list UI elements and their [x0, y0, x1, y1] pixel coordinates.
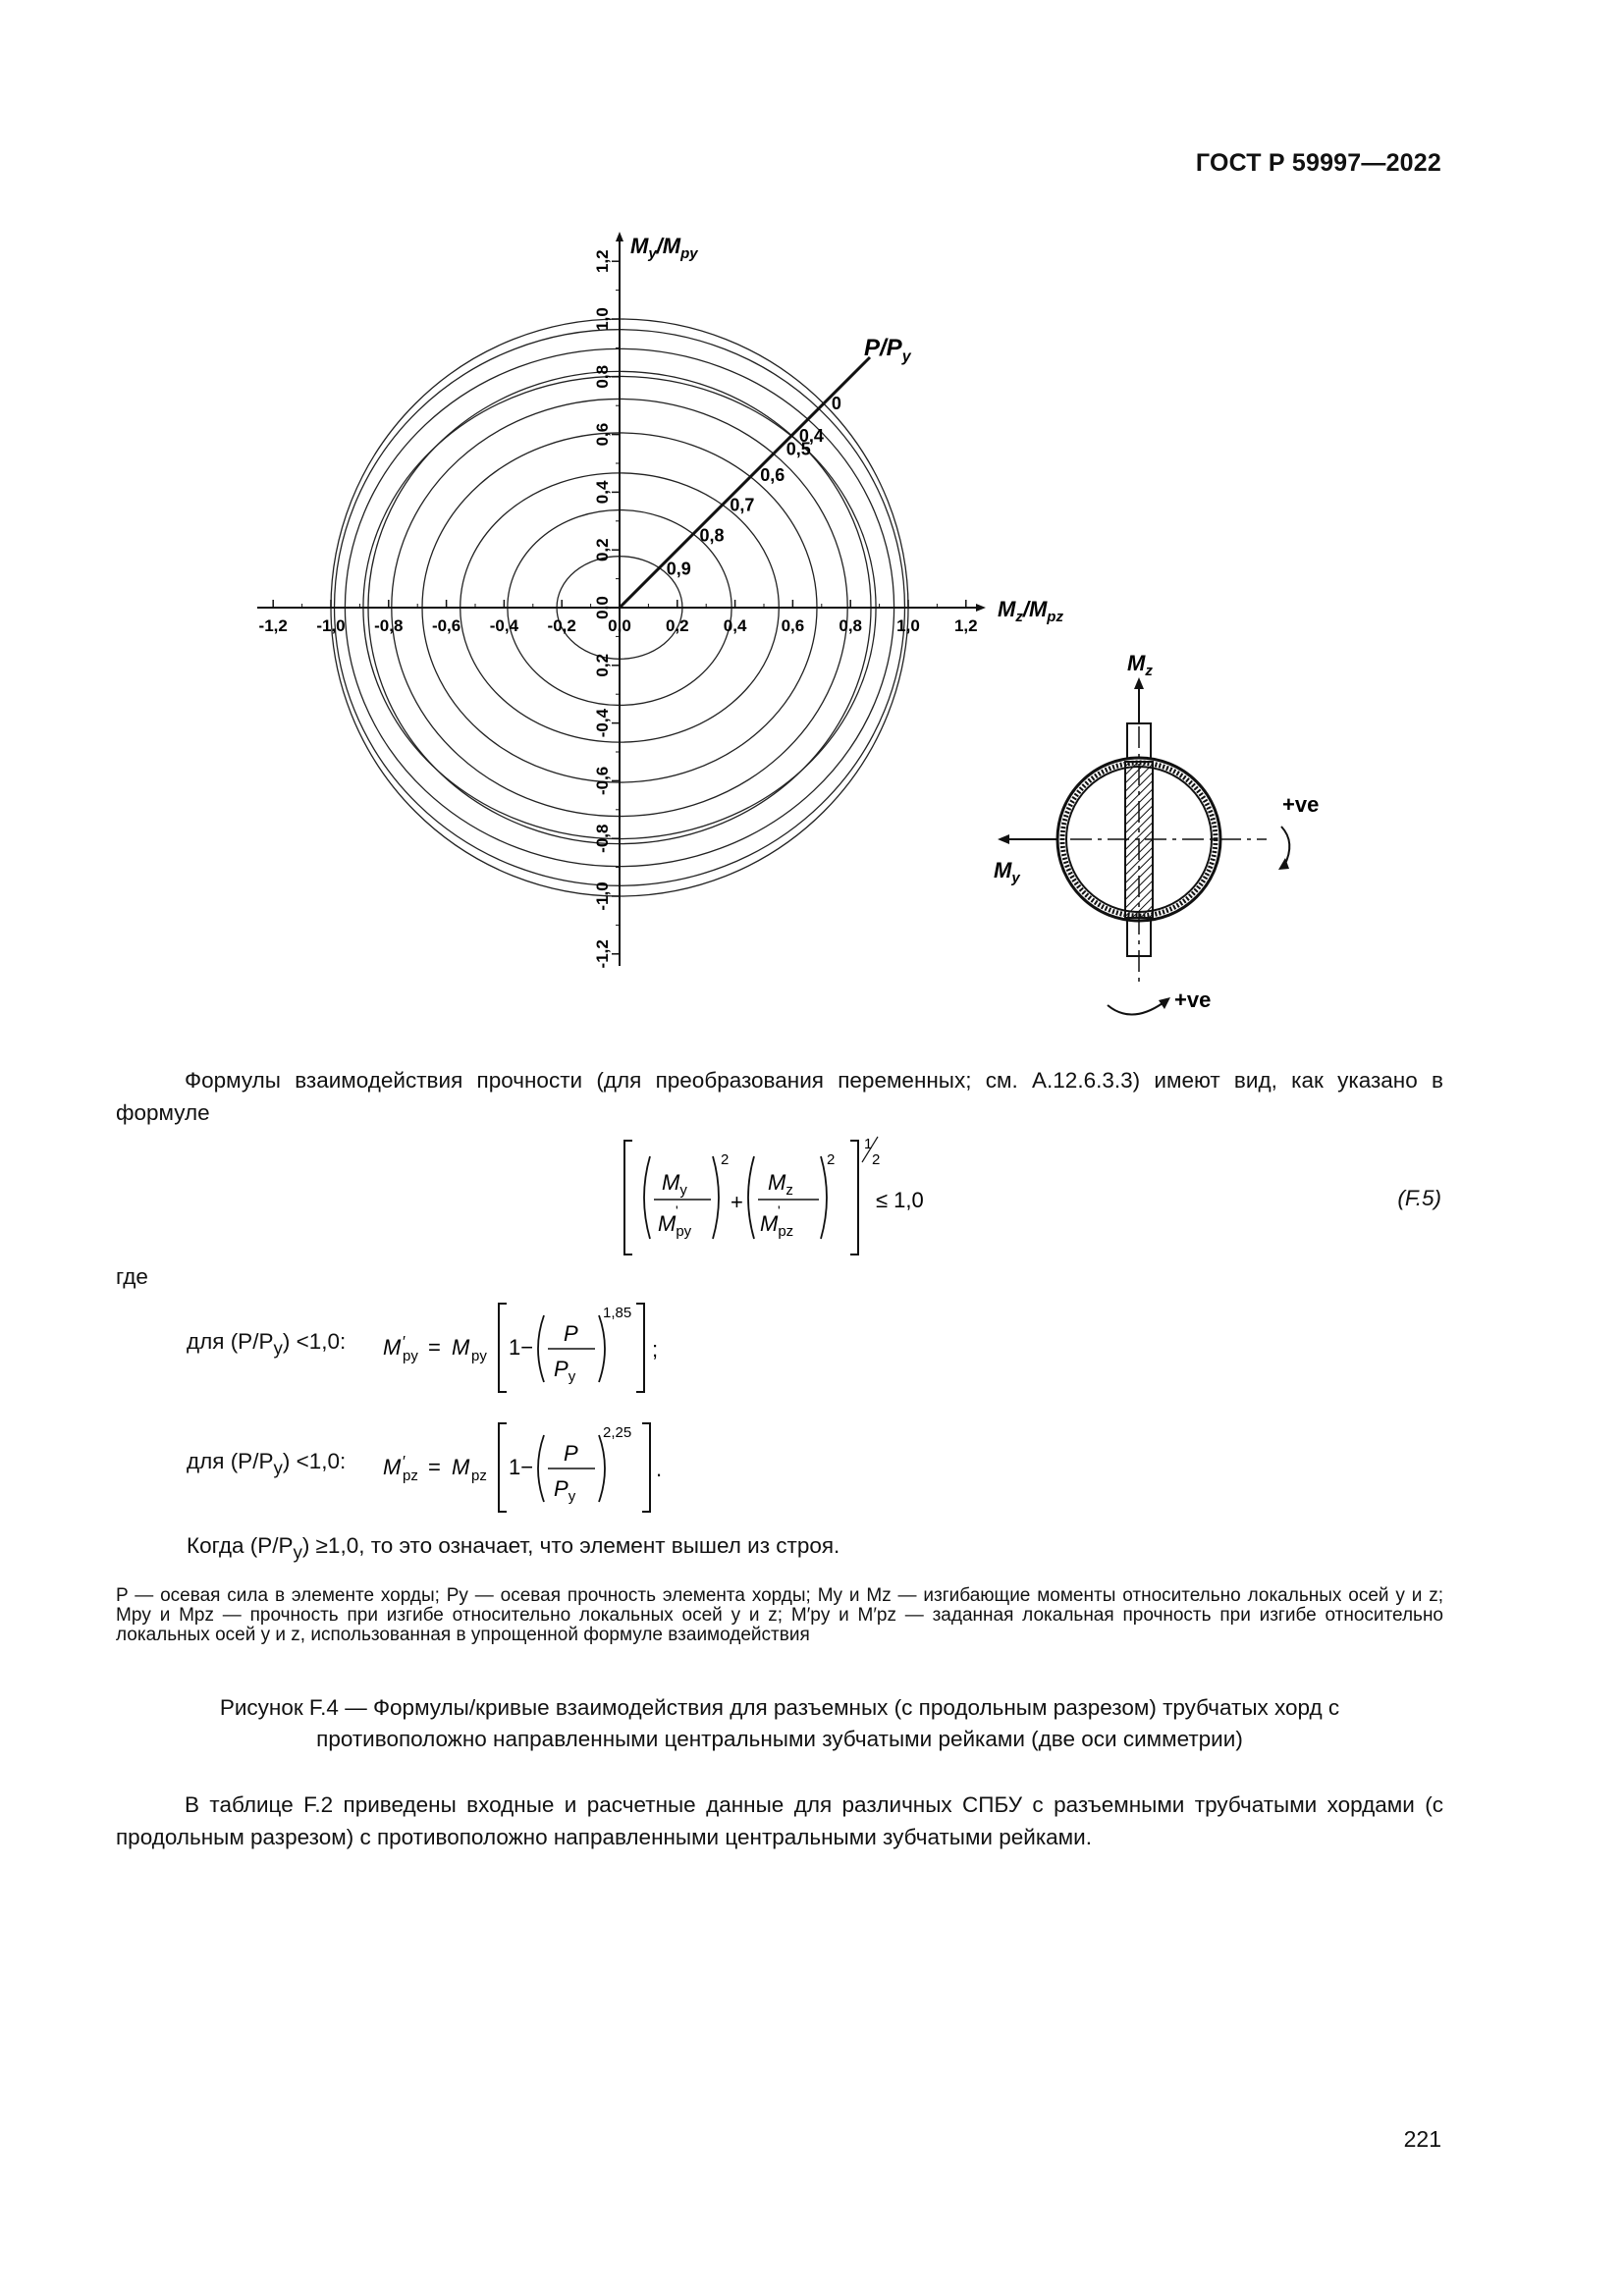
caption-line-1: Рисунок F.4 — Формулы/кривые взаимодействия для разъемных (с продольным разрезом) трубчатых хорд с — [219, 1695, 1340, 1720]
intro-paragraph: Формулы взаимодействия прочности (для преобразования переменных; см. А.12.6.3.3) имеют вид, как указано в формуле — [116, 1068, 1443, 1125]
caption-line-2: противоположно направленными центральными зубчатыми рейками (две оси симметрии) — [316, 1727, 1243, 1751]
svg-text:1: 1 — [864, 1136, 873, 1152]
y-tick-label: 0,6 — [593, 422, 612, 447]
x-tick-label: -0,8 — [374, 616, 404, 635]
ve-bottom: +ve — [1174, 988, 1212, 1012]
svg-text:Py: $P_y$ — [554, 1357, 576, 1385]
mz-arrow-head — [1134, 677, 1144, 689]
y-tick-label: 0,8 — [593, 364, 612, 389]
x-tick-label: 0,8 — [839, 616, 863, 635]
x-tick-label: 0,2 — [665, 616, 689, 635]
formula-f5 — [619, 1129, 952, 1266]
svg-text:=: = — [428, 1455, 441, 1479]
x-axis-arrow — [976, 604, 986, 612]
svg-text:Mz: $M_z$ — [768, 1170, 793, 1199]
svg-text:2: 2 — [721, 1151, 730, 1168]
svg-text:': ' — [676, 1202, 678, 1218]
equation-number: (F.5) — [1397, 1186, 1441, 1210]
x-tick-label: 0,6 — [781, 616, 805, 635]
svg-text:Py: $P_y$ — [554, 1476, 576, 1505]
svg-text:Mpy: $M_{py}$ — [658, 1211, 692, 1240]
x-tick-label: 0,0 — [608, 616, 631, 635]
y-tick-labels — [593, 249, 612, 968]
y-tick-label: -1,2 — [593, 939, 612, 969]
svg-text:P: P — [564, 1441, 578, 1466]
y-tick-label: -1,0 — [593, 881, 612, 911]
eq-rhs: ≤ 1,0 — [876, 1188, 924, 1212]
svg-text:P: P — [564, 1321, 578, 1346]
ray-point-label: 0,5 — [785, 439, 811, 459]
y-tick-label: 1,0 — [593, 307, 612, 331]
svg-text:M: M — [383, 1455, 402, 1479]
y-tick-label: 0,2 — [593, 538, 612, 562]
my-arrow-head — [998, 834, 1009, 844]
svg-text:M: M — [452, 1335, 470, 1360]
x-tick-label: 0,4 — [723, 616, 747, 635]
ray-point-label: 0,9 — [666, 559, 691, 579]
y-tick-label: -0,8 — [593, 824, 612, 853]
final-paragraph: В таблице F.2 приведены входные и расчетные данные для различных СПБУ с разъемными трубчатыми хордами (с продольным разрезом) с противоположно направленными центральными зубчатыми рейками. — [116, 1792, 1443, 1849]
my-label: $M_y$ — [994, 858, 1020, 886]
ray-point-label: 0,8 — [699, 525, 725, 546]
document-id: ГОСТ Р 59997—2022 — [1195, 149, 1441, 177]
ray-point-label: 0,4 — [798, 426, 824, 447]
svg-text:M: M — [383, 1335, 402, 1360]
svg-text:M: M — [452, 1455, 470, 1479]
y-axis-arrow — [616, 232, 623, 241]
x-tick-label: -0,2 — [547, 616, 576, 635]
ray-point-label: 0 — [831, 394, 841, 414]
y-tick-label: -0,6 — [593, 766, 612, 796]
ray-point-label: 0,7 — [730, 495, 755, 515]
moment-arrow-bottom-head — [1159, 997, 1170, 1009]
svg-text:My: $M_y$ — [662, 1170, 687, 1199]
svg-text:1−: 1− — [509, 1455, 534, 1479]
condition-2-text: для $(P/P_y) <1,0$: — [187, 1449, 347, 1478]
svg-text:+: + — [731, 1190, 743, 1214]
svg-text:Mpz: $M_{pz}$ — [760, 1211, 794, 1240]
mz-label: $M_z$ — [1127, 651, 1153, 679]
x-axis-label: $M_z/M_{pz}$ — [998, 597, 1063, 625]
x-tick-label: -1,0 — [316, 616, 346, 635]
svg-text:pz: pz — [471, 1468, 487, 1484]
x-tick-label: -0,6 — [431, 616, 461, 635]
svg-text:2: 2 — [872, 1151, 881, 1168]
exponent-1: 1,85 — [603, 1305, 632, 1321]
condition-1-text: для $(P/P_y) <1,0$: — [187, 1329, 347, 1359]
ray-point-label: 0,6 — [760, 464, 785, 485]
chord-cross-section — [994, 651, 1319, 1015]
formula-mpy — [381, 1294, 666, 1402]
x-tick-label: -0,4 — [489, 616, 519, 635]
y-tick-label: 0,4 — [593, 480, 612, 505]
svg-text:py: py — [471, 1348, 487, 1364]
where-label: где — [116, 1264, 148, 1289]
y-tick-label: 0,0 — [593, 596, 612, 619]
failure-sentence: Когда $(P/P_y) \ge 1,0$, то это означает, что элемент вышел из строя. — [187, 1533, 840, 1563]
moment-arrow-bottom — [1108, 1003, 1163, 1015]
figure-note: P — осевая сила в элементе хорды; Py — осевая прочность элемента хорды; My и Mz — изгибающие моменты относительно локальных осей y и z; Mpy и Mpz — прочность при изгибе относительно локальных осей y и z; M′py и M′pz — заданная локальная прочность при изгибе относительно локальных осей y и z, использованная в упрощенной формуле взаимодействия — [116, 1585, 1443, 1645]
figure-caption — [116, 1692, 1443, 1755]
y-tick-label: 1,2 — [593, 249, 612, 274]
svg-text:;: ; — [652, 1337, 659, 1362]
svg-text:=: = — [428, 1335, 441, 1360]
y-axis-label: $M_y/M_{py}$ — [630, 234, 698, 262]
svg-text:2: 2 — [827, 1151, 836, 1168]
svg-text:′: ′ — [403, 1334, 406, 1351]
y-tick-label: -0,4 — [593, 708, 612, 738]
svg-text:pz: pz — [403, 1468, 418, 1484]
interaction-chart — [0, 0, 1624, 1060]
y-tick-label: 0,2 — [593, 653, 612, 677]
x-tick-label: 1,2 — [953, 616, 978, 635]
ve-right: +ve — [1282, 792, 1320, 817]
formula-mpz — [381, 1414, 666, 1522]
svg-text:py: py — [403, 1348, 418, 1364]
ray-labels — [667, 394, 841, 578]
page-number: 221 — [1403, 2126, 1441, 2152]
ray-label: $P/P_y$ — [864, 335, 911, 365]
svg-text:′: ′ — [403, 1454, 406, 1470]
svg-text:': ' — [778, 1202, 781, 1218]
x-tick-label: -1,2 — [258, 616, 288, 635]
exponent-2: 2,25 — [603, 1424, 632, 1441]
x-tick-label: 1,0 — [896, 616, 920, 635]
svg-text:1−: 1− — [509, 1335, 534, 1360]
svg-text:.: . — [656, 1457, 663, 1481]
